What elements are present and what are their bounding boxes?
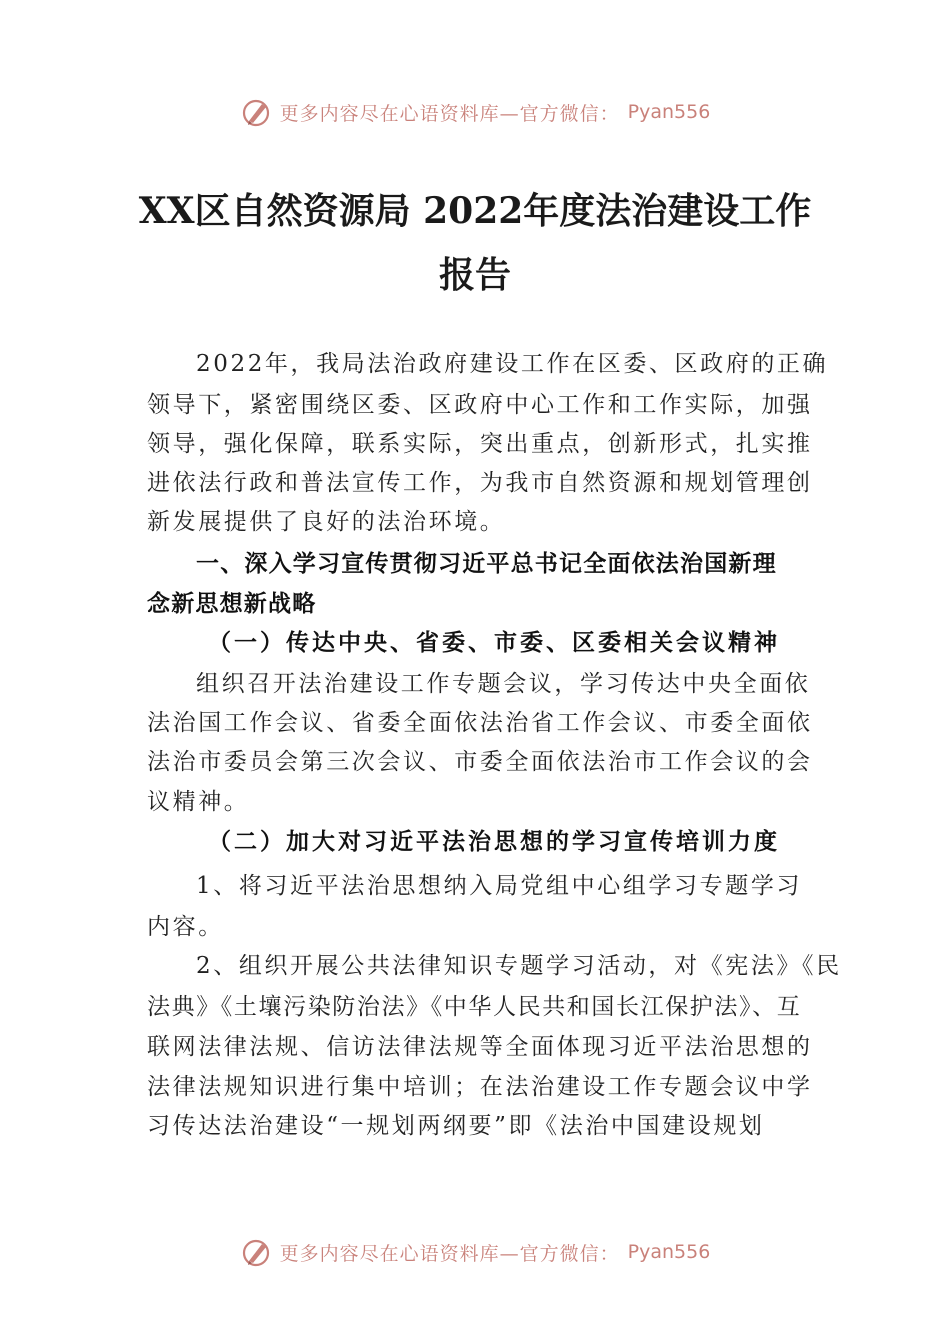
banner-wechat-id: Pyan556 <box>627 1241 711 1263</box>
banner-text: 更多内容尽在心语资料库—官方微信： <box>279 102 620 125</box>
paragraph-line: 法律法规知识进行集中培训；在法治建设工作专题会议中学 <box>147 1074 813 1100</box>
paragraph-line: 1、将习近平法治思想纳入局党组中心组学习专题学习 <box>196 873 803 899</box>
paragraph-line: 法治市委员会第三次会议、市委全面依法治市工作会议的会 <box>147 749 813 775</box>
document-title: XX区自然资源局 2022年度法治建设工作 <box>138 190 812 232</box>
paragraph-line: 进依法行政和普法宣传工作，为我市自然资源和规划管理创 <box>147 470 813 496</box>
paragraph-line: 习传达法治建设“一规划两纲要”即《法治中国建设规划 <box>147 1113 765 1139</box>
footer-banner <box>0 1232 950 1272</box>
paragraph-line: 法典》《土壤污染防治法》《中华人民共和国长江保护法》、互 <box>147 994 802 1020</box>
paragraph-line: 内容。 <box>147 914 224 940</box>
section-heading: 一、深入学习宣传贯彻习近平总书记全面依法治国新理 <box>196 551 777 577</box>
section-heading-continued: 念新思想新战略 <box>147 591 317 617</box>
paragraph-line: 2022年，我局法治政府建设工作在区委、区政府的正确 <box>196 351 829 377</box>
paragraph-line: 法治国工作会议、省委全面依法治省工作会议、市委全面依 <box>147 710 813 736</box>
paragraph-line: 新发展提供了良好的法治环境。 <box>147 509 506 535</box>
paragraph-line: 领导，强化保障，联系实际，突出重点，创新形式，扎实推 <box>147 431 813 457</box>
paragraph-line: 联网法律法规、信访法律法规等全面体现习近平法治思想的 <box>147 1034 813 1060</box>
paragraph-line: 组织召开法治建设工作专题会议，学习传达中央全面依 <box>196 671 811 697</box>
paragraph-line: 2、组织开展公共法律知识专题学习活动，对《宪法》《民 <box>196 953 842 979</box>
pen-logo-icon <box>240 96 272 128</box>
banner-text: 更多内容尽在心语资料库—官方微信： <box>279 1242 620 1265</box>
paragraph-line: 议精神。 <box>147 789 250 815</box>
paragraph-line: 领导下，紧密围绕区委、区政府中心工作和工作实际，加强 <box>147 392 813 418</box>
header-banner <box>0 92 950 132</box>
pen-logo-icon <box>240 1236 272 1268</box>
document-title-continued: 报告 <box>438 254 511 296</box>
subsection-heading: （二）加大对习近平法治思想的学习宣传培训力度 <box>208 828 780 855</box>
subsection-heading: （一）传达中央、省委、市委、区委相关会议精神 <box>208 629 780 656</box>
banner-wechat-id: Pyan556 <box>627 101 711 123</box>
